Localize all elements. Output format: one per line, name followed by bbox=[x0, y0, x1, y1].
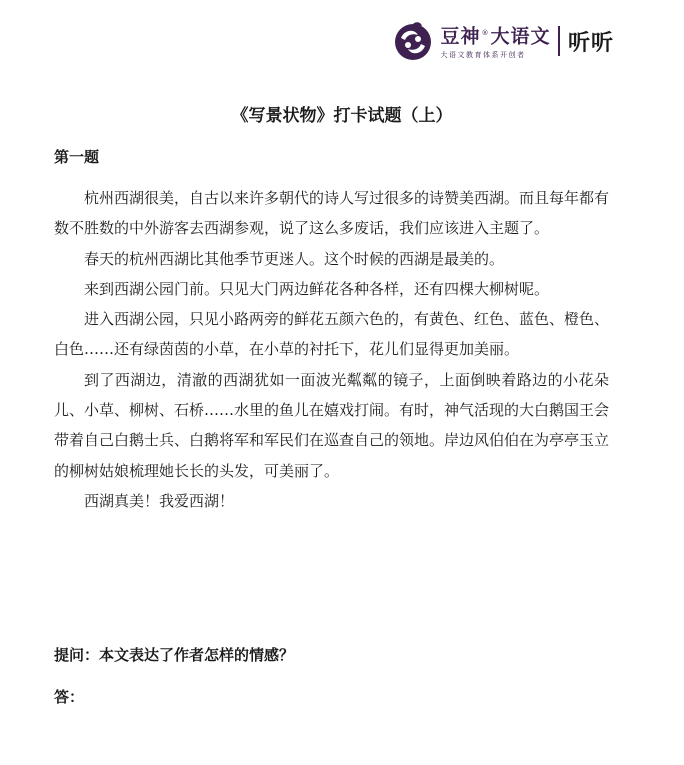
paragraph: 到了西湖边，清澈的西湖犹如一面波光粼粼的镜子，上面倒映着路边的小花朵儿、小草、柳树、石桥……水里的鱼儿在嬉戏打闹。有时，神气活现的大白鹅国王会带着自己白鹅士兵、白鹅将军和军民们在巡查自己的领地。岸边风伯伯在为亭亭玉立的柳树姑娘梳理她长长的头发，可美丽了。 bbox=[54, 370, 610, 480]
paragraph: 进入西湖公园，只见小路两旁的鲜花五颜六色的，有黄色、红色、蓝色、橙色、白色……还有绿茵茵的小草，在小草的衬托下，花儿们显得更加美丽。 bbox=[54, 310, 610, 359]
paragraph: 来到西湖公园门前。只见大门两边鲜花各种各样，还有四棵大柳树呢。 bbox=[84, 279, 550, 298]
answer-label: 答： bbox=[54, 688, 85, 706]
paragraph: 西湖真美！我爱西湖！ bbox=[84, 491, 235, 510]
question-prompt: 提问：本文表达了作者怎样的情感？ bbox=[54, 646, 295, 664]
brand-slogan: 大语文教育体系开创者 bbox=[440, 50, 526, 59]
brand-swirl-icon bbox=[392, 20, 434, 62]
brand-name: 豆神®大语文 bbox=[440, 25, 551, 48]
paragraph: 杭州西湖很美，自古以来许多朝代的诗人写过很多的诗赞美西湖。而且每年都有数不胜数的中外游客去西湖参观，说了这么多废话，我们应该进入主题了。 bbox=[54, 189, 610, 238]
brand-logo bbox=[392, 20, 614, 62]
section-heading: 第一题 bbox=[54, 148, 100, 166]
logo-divider bbox=[558, 26, 560, 56]
paragraph: 春天的杭州西湖比其他季节更迷人。这个时候的西湖是最美的。 bbox=[84, 249, 505, 268]
passage bbox=[54, 183, 609, 516]
document-title: 《写景状物》打卡试题（上） bbox=[231, 106, 453, 126]
sub-brand: 听听 bbox=[567, 30, 614, 56]
